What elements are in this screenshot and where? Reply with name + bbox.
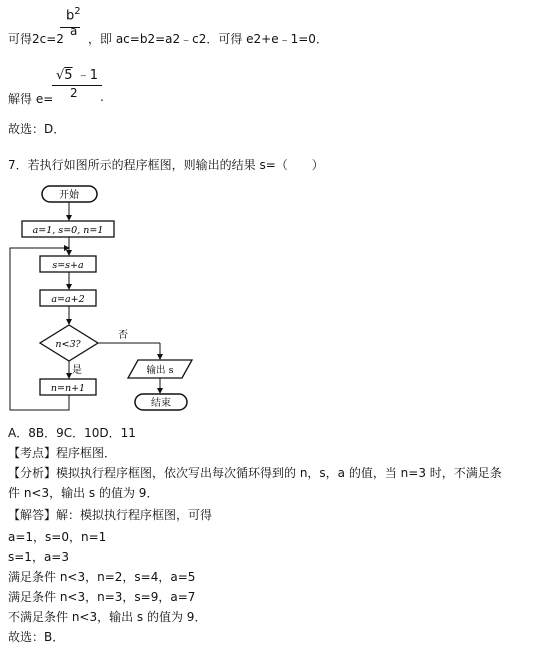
fraction-denominator: a	[70, 24, 78, 38]
step-line: 满足条件 n<3，n=3，s=9，a=7	[8, 590, 196, 604]
previous-answer: 故选：D．	[8, 122, 66, 136]
final-answer: 故选：B．	[8, 630, 65, 644]
step-line: a=1，s=0，n=1	[8, 530, 107, 544]
step-line: 满足条件 n<3，n=2，s=4，a=5	[8, 570, 196, 584]
fenxi-line-1: 【分析】模拟执行程序框图，依次写出每次循环得到的 n，s，a 的值，当 n=3 时，不满足条	[8, 466, 502, 480]
step-line: 不满足条件 n<3，输出 s 的值为 9．	[8, 610, 207, 624]
root-numerator: √5 ﹣1	[56, 68, 98, 83]
question-stem: 7．若执行如图所示的程序框图，则输出的结果 s=（ ）	[8, 158, 324, 172]
sum-label: s=s+a	[52, 260, 84, 271]
flowchart	[0, 178, 215, 418]
start-label: 开始	[59, 190, 79, 201]
line1-rest: ，即 ac=b2=a2﹣c2．可得 e2+e﹣1=0．	[88, 32, 328, 46]
jieda: 【解答】解：模拟执行程序框图，可得	[8, 508, 213, 522]
init-label: a=1, s=0, n=1	[32, 225, 104, 236]
fraction-numerator: $b^2$	[66, 6, 81, 24]
solve-prefix: 解得 e=	[8, 92, 54, 106]
line1-prefix: 可得2c=2	[8, 32, 64, 46]
solve-suffix: .	[100, 90, 104, 104]
kaodian: 【考点】程序框图．	[8, 446, 117, 460]
end-label: 结束	[151, 398, 171, 409]
condition-label: n<3?	[55, 339, 81, 350]
step-line: s=1，a=3	[8, 550, 69, 564]
yes-label: 是	[72, 365, 82, 376]
increment-n-label: n=n+1	[50, 383, 86, 394]
no-label: 否	[118, 330, 128, 341]
options: A．8B．9C．10D．11	[8, 426, 136, 440]
output-label: 输出 s	[146, 365, 174, 376]
fraction-denominator-2: 2	[70, 86, 78, 100]
increment-a-label: a=a+2	[51, 294, 85, 305]
fenxi-line-2: 件 n<3，输出 s 的值为 9．	[8, 486, 159, 500]
